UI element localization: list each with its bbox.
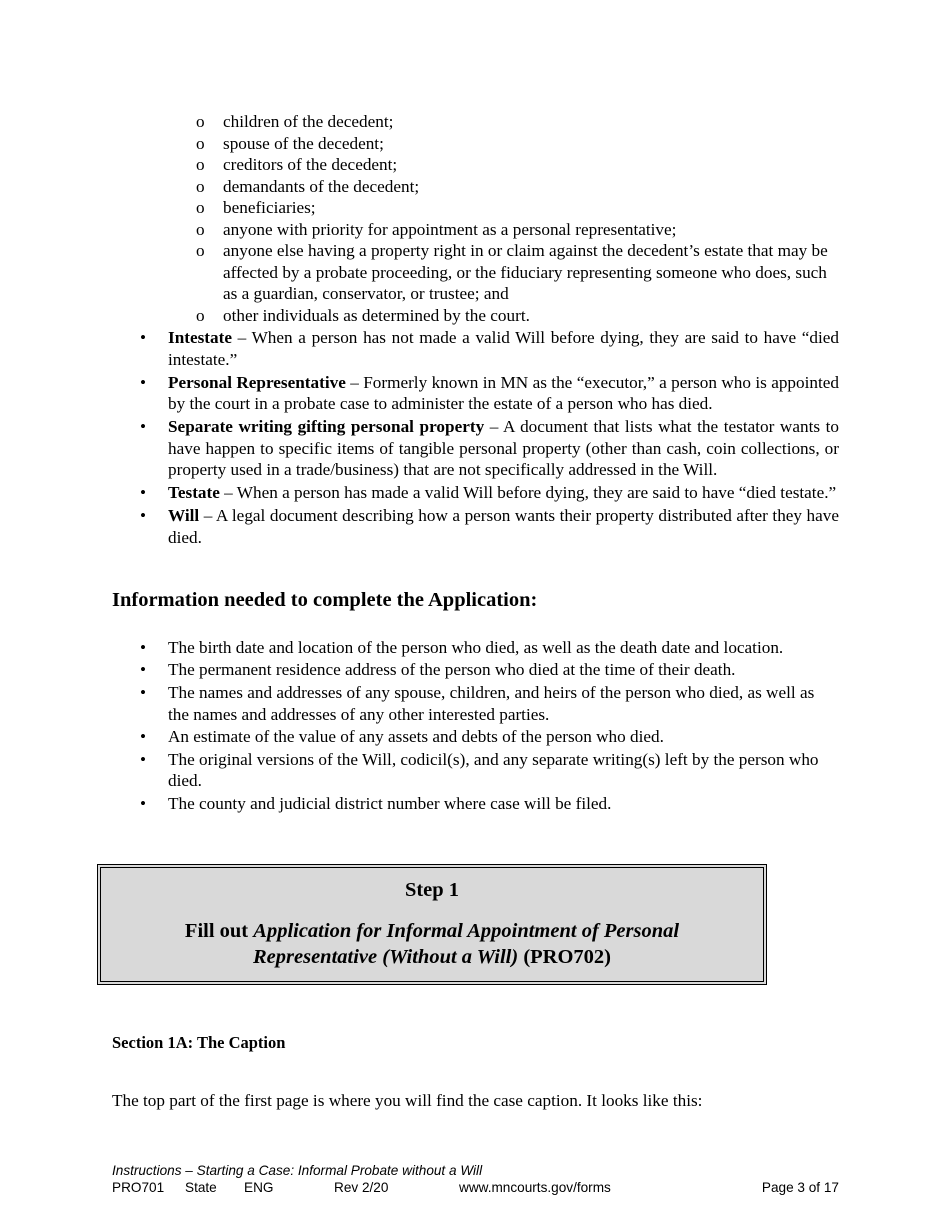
bullet-icon: • (140, 328, 147, 347)
list-item: o creditors of the decedent; (196, 155, 398, 174)
list-item: o other individuals as determined by the court. (196, 305, 530, 325)
definition-item (140, 482, 839, 504)
definition-text: – A document that lists what the testator wants to have happen to specific items of tangible personal property (other than cash, coin collections, or property used in a trade/business) that are not specifically addressed in the Will. (168, 417, 840, 479)
definition-term: Intestate (168, 328, 232, 347)
circle-bullet-icon: o (196, 133, 205, 153)
footer-revision: Rev 2/20 (334, 1180, 389, 1195)
bullet-icon: • (140, 660, 147, 680)
definition-text: – Formerly known in MN as the “executor,” a person who is appointed by the court in a probate case to administer the estate of a person who has died. (168, 372, 839, 413)
list-item: o anyone else having a property right in or claim against the decedent’s estate that may be affected by a probate proceeding, or the fiduciary representing someone who does, such as a guardian, conservator, or trustee; and (196, 241, 828, 303)
definition-item (140, 327, 839, 370)
form-code: (PRO702) (518, 946, 611, 968)
definition-item (140, 416, 839, 481)
list-item: • The permanent residence address of the person who died at the time of their death. (140, 660, 736, 680)
page-footer (112, 1162, 839, 1196)
circle-bullet-icon: o (196, 198, 205, 217)
definition-item (140, 505, 839, 548)
bullet-icon: • (140, 506, 147, 525)
list-item: • The birth date and location of the person who died, as well as the death date and location. (140, 638, 784, 657)
step-description: Fill out Application for Informal Appointment of Personal Representative (Without a Will) (PRO702) (184, 920, 680, 968)
definition-text: – When a person has not made a valid Will before dying, they are said to have “died intestate.” (168, 328, 839, 369)
list-item: o spouse of the decedent; (196, 133, 384, 153)
circle-bullet-icon: o (196, 219, 205, 239)
definition-item (140, 372, 839, 415)
circle-bullet-icon: o (196, 112, 205, 131)
list-item: • The county and judicial district number where case will be filed. (140, 793, 612, 813)
bullet-icon: • (140, 727, 147, 747)
definition-term: Will (168, 506, 200, 525)
step-title: Step 1 (404, 879, 460, 901)
definition-text: – When a person has made a valid Will before dying, they are said to have “died testate.” (219, 483, 837, 502)
list-item: • The names and addresses of any spouse, children, and heirs of the person who died, as well as the names and addresses of any other interested parties. (140, 682, 815, 724)
section-body: The top part of the first page is where you will find the case caption. It looks like this: (112, 1091, 703, 1110)
list-item: o children of the decedent; (196, 112, 394, 131)
circle-bullet-icon: o (196, 155, 205, 174)
form-name: Application for Informal Appointment of Personal Representative (Without a Will) (253, 920, 680, 968)
list-item: • The original versions of the Will, codicil(s), and any separate writing(s) left by the person who died. (140, 749, 819, 791)
definition-term: Testate (168, 483, 220, 502)
list-item: o beneficiaries; (196, 198, 316, 217)
list-item: o demandants of the decedent; (196, 176, 420, 196)
bullet-icon: • (140, 682, 147, 702)
footer-form-number: PRO701 (112, 1180, 165, 1195)
definition-term: Personal Representative (168, 372, 346, 392)
footer-title: Instructions – Starting a Case: Informal Probate without a Will (112, 1163, 483, 1178)
footer-language: ENG (244, 1180, 274, 1195)
circle-bullet-icon: o (196, 305, 205, 325)
footer-jurisdiction: State (185, 1180, 217, 1195)
footer-meta (112, 1179, 839, 1196)
bullet-icon: • (140, 638, 147, 657)
list-item: o anyone with priority for appointment as a personal representative; (196, 219, 677, 239)
circle-bullet-icon: o (196, 241, 205, 260)
footer-page-number: Page 3 of 17 (761, 1180, 839, 1195)
bullet-icon: • (140, 372, 147, 392)
list-item: • An estimate of the value of any assets and debts of the person who died. (140, 727, 664, 747)
section-title: Section 1A: The Caption (112, 1033, 286, 1052)
bullet-icon: • (140, 417, 147, 436)
definitions-list (140, 327, 839, 550)
definition-text: – A legal document describing how a person wants their property distributed after they have died. (168, 506, 839, 547)
bullet-icon: • (140, 793, 147, 813)
circle-bullet-icon: o (196, 176, 205, 196)
step-box (97, 864, 767, 985)
info-heading: Information needed to complete the Application: (112, 589, 538, 611)
info-needed-list (140, 637, 839, 815)
bullet-icon: • (140, 749, 147, 769)
bullet-icon: • (140, 483, 147, 502)
footer-website: www.mncourts.gov/forms (459, 1180, 611, 1195)
definition-term: Separate writing gifting personal property (168, 417, 485, 436)
interested-persons-list (196, 111, 841, 326)
